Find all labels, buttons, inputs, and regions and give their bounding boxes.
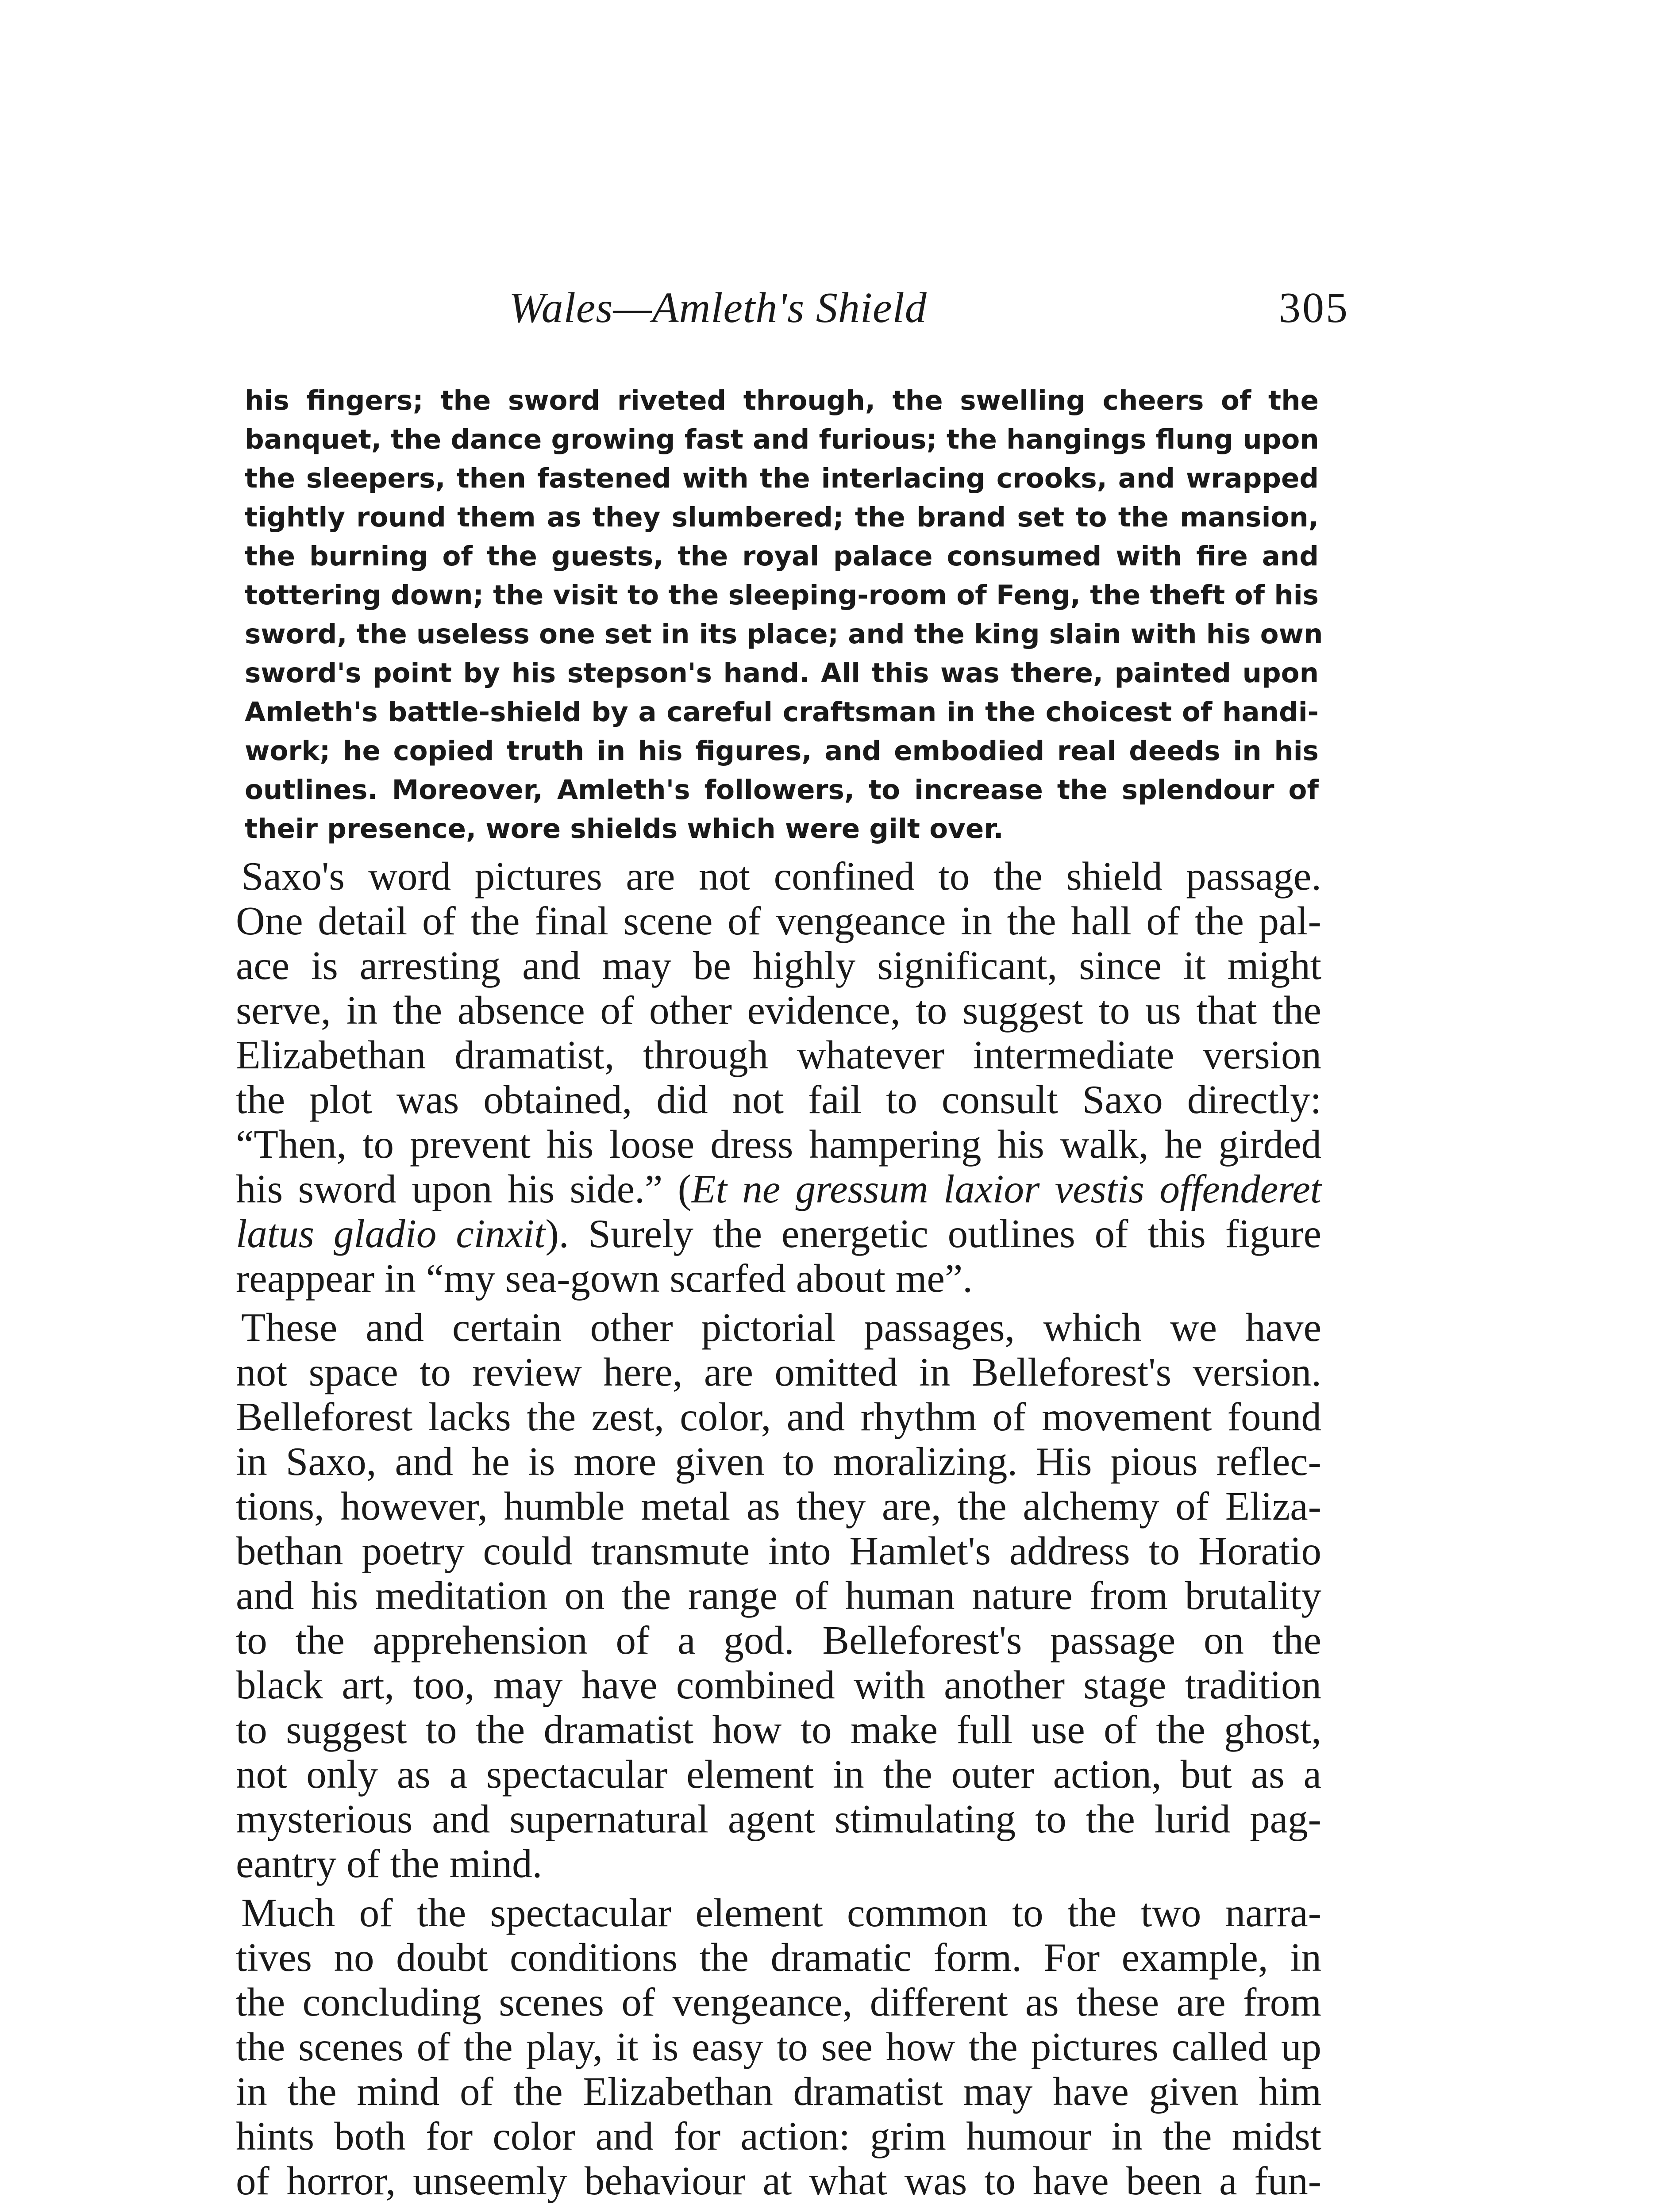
quote-line: their presence, wore shields which were gilt over. [245, 813, 1004, 845]
paragraph-line: Much of the spectacular element common to the two narra- [241, 1890, 1321, 1935]
paragraph-line: Belleforest lacks the zest, color, and rhythm of movement found [236, 1394, 1321, 1439]
paragraph-line: the concluding scenes of vengeance, different as these are from [236, 1980, 1321, 2024]
paragraph-line: Elizabethan dramatist, through whatever intermediate version [236, 1033, 1321, 1077]
paragraph-line: in the mind of the Elizabethan dramatist may have given him [236, 2069, 1321, 2114]
quote-line: outlines. Moreover, Amleth's followers, to increase the splendour of [245, 774, 1319, 806]
paragraph-line: These and certain other pictorial passages, which we have [241, 1305, 1321, 1350]
quote-line: sword, the useless one set in its place; and the king slain with his own [245, 618, 1323, 650]
running-title: Wales—Amleth's Shield [509, 284, 927, 332]
paragraph-line: in Saxo, and he is more given to moralizing. His pious reflec- [236, 1439, 1321, 1484]
paragraph-line: mysterious and supernatural agent stimulating to the lurid pag- [236, 1797, 1321, 1841]
paragraph-line: the scenes of the play, it is easy to see how the pictures called up [236, 2024, 1321, 2069]
quote-line: the burning of the guests, the royal palace consumed with fire and [245, 541, 1319, 572]
paragraph-line: serve, in the absence of other evidence, to suggest to us that the [236, 988, 1321, 1033]
paragraph-line: and his meditation on the range of human nature from brutality [236, 1573, 1321, 1618]
paragraph-line: not only as a spectacular element in the outer action, but as a [236, 1752, 1321, 1797]
paragraph-line: reappear in “my sea-gown scarfed about me”. [236, 1256, 973, 1301]
paragraph-line: tives no doubt conditions the dramatic form. For example, in [236, 1935, 1321, 1980]
quote-line: the sleepers, then fastened with the interlacing crooks, and wrapped [245, 463, 1319, 494]
paragraph-line: to the apprehension of a god. Belleforest's passage on the [236, 1618, 1321, 1663]
quote-line: banquet, the dance growing fast and furious; the hangings flung upon [245, 424, 1319, 455]
latin-quotation: latus gladio cinxit [236, 1211, 546, 1256]
block-quote [245, 381, 1323, 849]
paragraph-line: ace is arresting and may be highly significant, since it might [236, 943, 1321, 988]
paragraph-line: not space to review here, are omitted in Belleforest's version. [236, 1350, 1321, 1394]
paragraph-line: “Then, to prevent his loose dress hampering his walk, he girded [236, 1122, 1321, 1167]
line-text: his sword upon his side.” ( [236, 1167, 692, 1211]
quote-line: sword's point by his stepson's hand. All this was there, painted upon [245, 657, 1319, 689]
paragraph-line: bethan poetry could transmute into Hamlet's address to Horatio [236, 1528, 1321, 1573]
quote-line: tightly round them as they slumbered; the brand set to the mansion, [245, 502, 1319, 533]
paragraph-line: eantry of the mind. [236, 1841, 543, 1886]
quote-line: work; he copied truth in his figures, and embodied real deeds in his [245, 735, 1319, 767]
paragraph-line [236, 1167, 1321, 1211]
paragraph-line: of horror, unseemly behaviour at what was to have been a fun- [236, 2158, 1321, 2203]
quote-line: Amleth's battle-shield by a careful craftsman in the choicest of handi- [245, 696, 1319, 728]
page-number: 305 [1279, 284, 1349, 332]
body-text [236, 854, 1321, 2203]
quote-line: his fingers; the sword riveted through, the swelling cheers of the [245, 385, 1319, 416]
paragraph-line [236, 1211, 1321, 1256]
paragraph-line: tions, however, humble metal as they are, the alchemy of Eliza- [236, 1484, 1321, 1528]
paragraph-line: to suggest to the dramatist how to make full use of the ghost, [236, 1707, 1321, 1752]
paragraph-line: Saxo's word pictures are not confined to the shield passage. [241, 854, 1321, 899]
quote-line: tottering down; the visit to the sleeping-room of Feng, the theft of his [245, 580, 1319, 611]
paragraph-line: One detail of the final scene of vengeance in the hall of the pal- [236, 899, 1321, 943]
line-text: ). Surely the energetic outlines of this figure [545, 1211, 1321, 1256]
latin-quotation: Et ne gressum laxior vestis offenderet [691, 1167, 1321, 1211]
paragraph-line: hints both for color and for action: grim humour in the midst [236, 2114, 1321, 2158]
paragraph-line: the plot was obtained, did not fail to consult Saxo directly: [236, 1077, 1321, 1122]
paragraph-line: black art, too, may have combined with another stage tradition [236, 1663, 1321, 1707]
